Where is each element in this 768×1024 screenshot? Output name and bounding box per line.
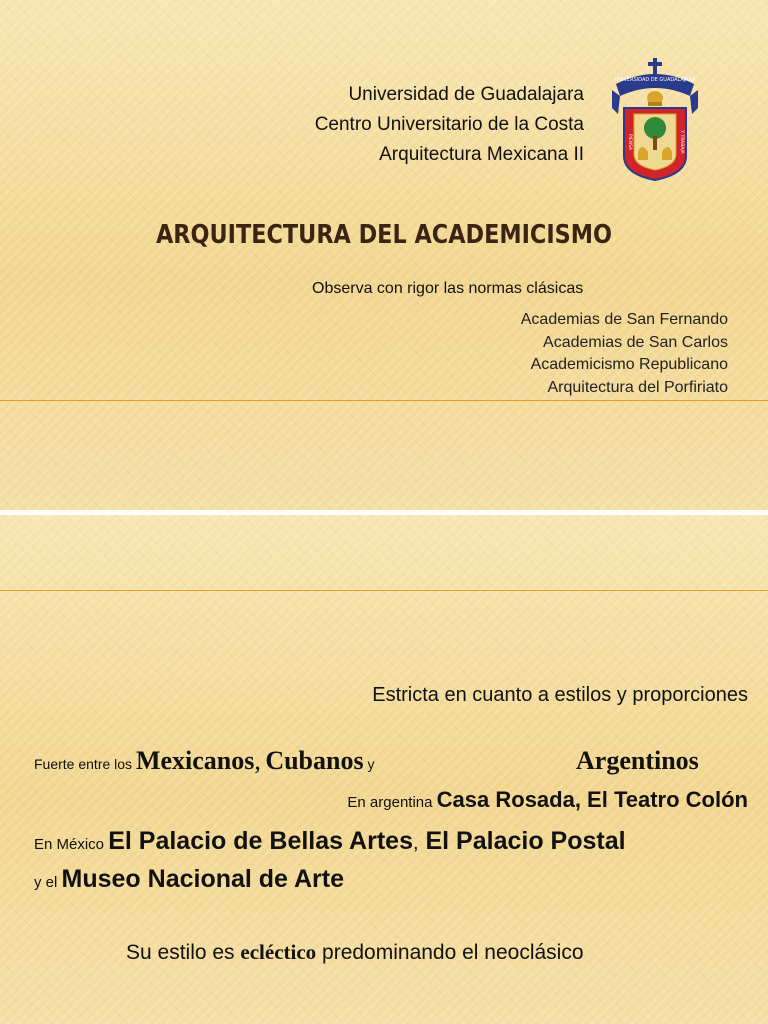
mexico-line — [34, 827, 626, 856]
argentinos-text: Argentinos — [576, 746, 699, 775]
slide-title: ARQUITECTURA DEL ACADEMICISMO — [155, 220, 613, 250]
mexico-prefix: En México — [34, 836, 109, 853]
eclectico-text: ecléctico — [240, 940, 317, 964]
slide-1 — [0, 0, 768, 510]
university-name: Universidad de Guadalajara — [348, 84, 584, 105]
academy-item: Academicismo Republicano — [530, 356, 728, 373]
bellas-artes-text: El Palacio de Bellas Artes — [108, 827, 413, 855]
style-prefix: Su estilo es — [126, 941, 241, 964]
slide-2 — [0, 515, 768, 1024]
campus-name: Centro Universitario de la Costa — [314, 114, 584, 135]
argentina-prefix: En argentina — [347, 794, 437, 811]
argentina-places: Casa Rosada, El Teatro Colón — [436, 787, 748, 812]
accent-divider — [0, 400, 768, 401]
academies-list — [521, 309, 728, 399]
museo-text: Museo Nacional de Arte — [61, 865, 344, 893]
y-text: y — [363, 756, 375, 772]
comma-text: , — [412, 832, 419, 854]
mexicanos-text: Mexicanos — [135, 746, 255, 775]
strong-line — [34, 746, 374, 776]
argentina-line — [347, 787, 748, 813]
academy-item: Academias de San Carlos — [543, 333, 728, 351]
palacio-postal-text: El Palacio Postal — [418, 827, 626, 855]
museo-line — [34, 865, 344, 894]
accent-divider — [0, 590, 768, 591]
seal-right-text: Y TRABAJA — [679, 130, 684, 154]
style-suffix: predominando el neoclásico — [316, 941, 584, 964]
seal-left-text: PIENSA — [627, 133, 632, 151]
comma-text: , — [254, 746, 261, 775]
academy-item: Academias de San Fernando — [520, 311, 728, 328]
course-name: Arquitectura Mexicana II — [379, 144, 584, 165]
strong-prefix: Fuerte entre los — [34, 756, 136, 772]
museo-prefix: y el — [34, 874, 62, 891]
cubanos-text: Cubanos — [265, 746, 364, 775]
strict-statement: Estricta en cuanto a estilos y proporciones — [372, 684, 748, 706]
academy-item: Arquitectura del Porfiriato — [547, 378, 728, 396]
university-header — [315, 80, 584, 170]
university-seal-icon — [610, 56, 700, 184]
slide-subtitle: Observa con rigor las normas clásicas — [312, 280, 584, 297]
style-line — [126, 940, 584, 965]
seal-top-text: UNIVERSIDAD DE GUADALAJARA — [614, 77, 696, 83]
